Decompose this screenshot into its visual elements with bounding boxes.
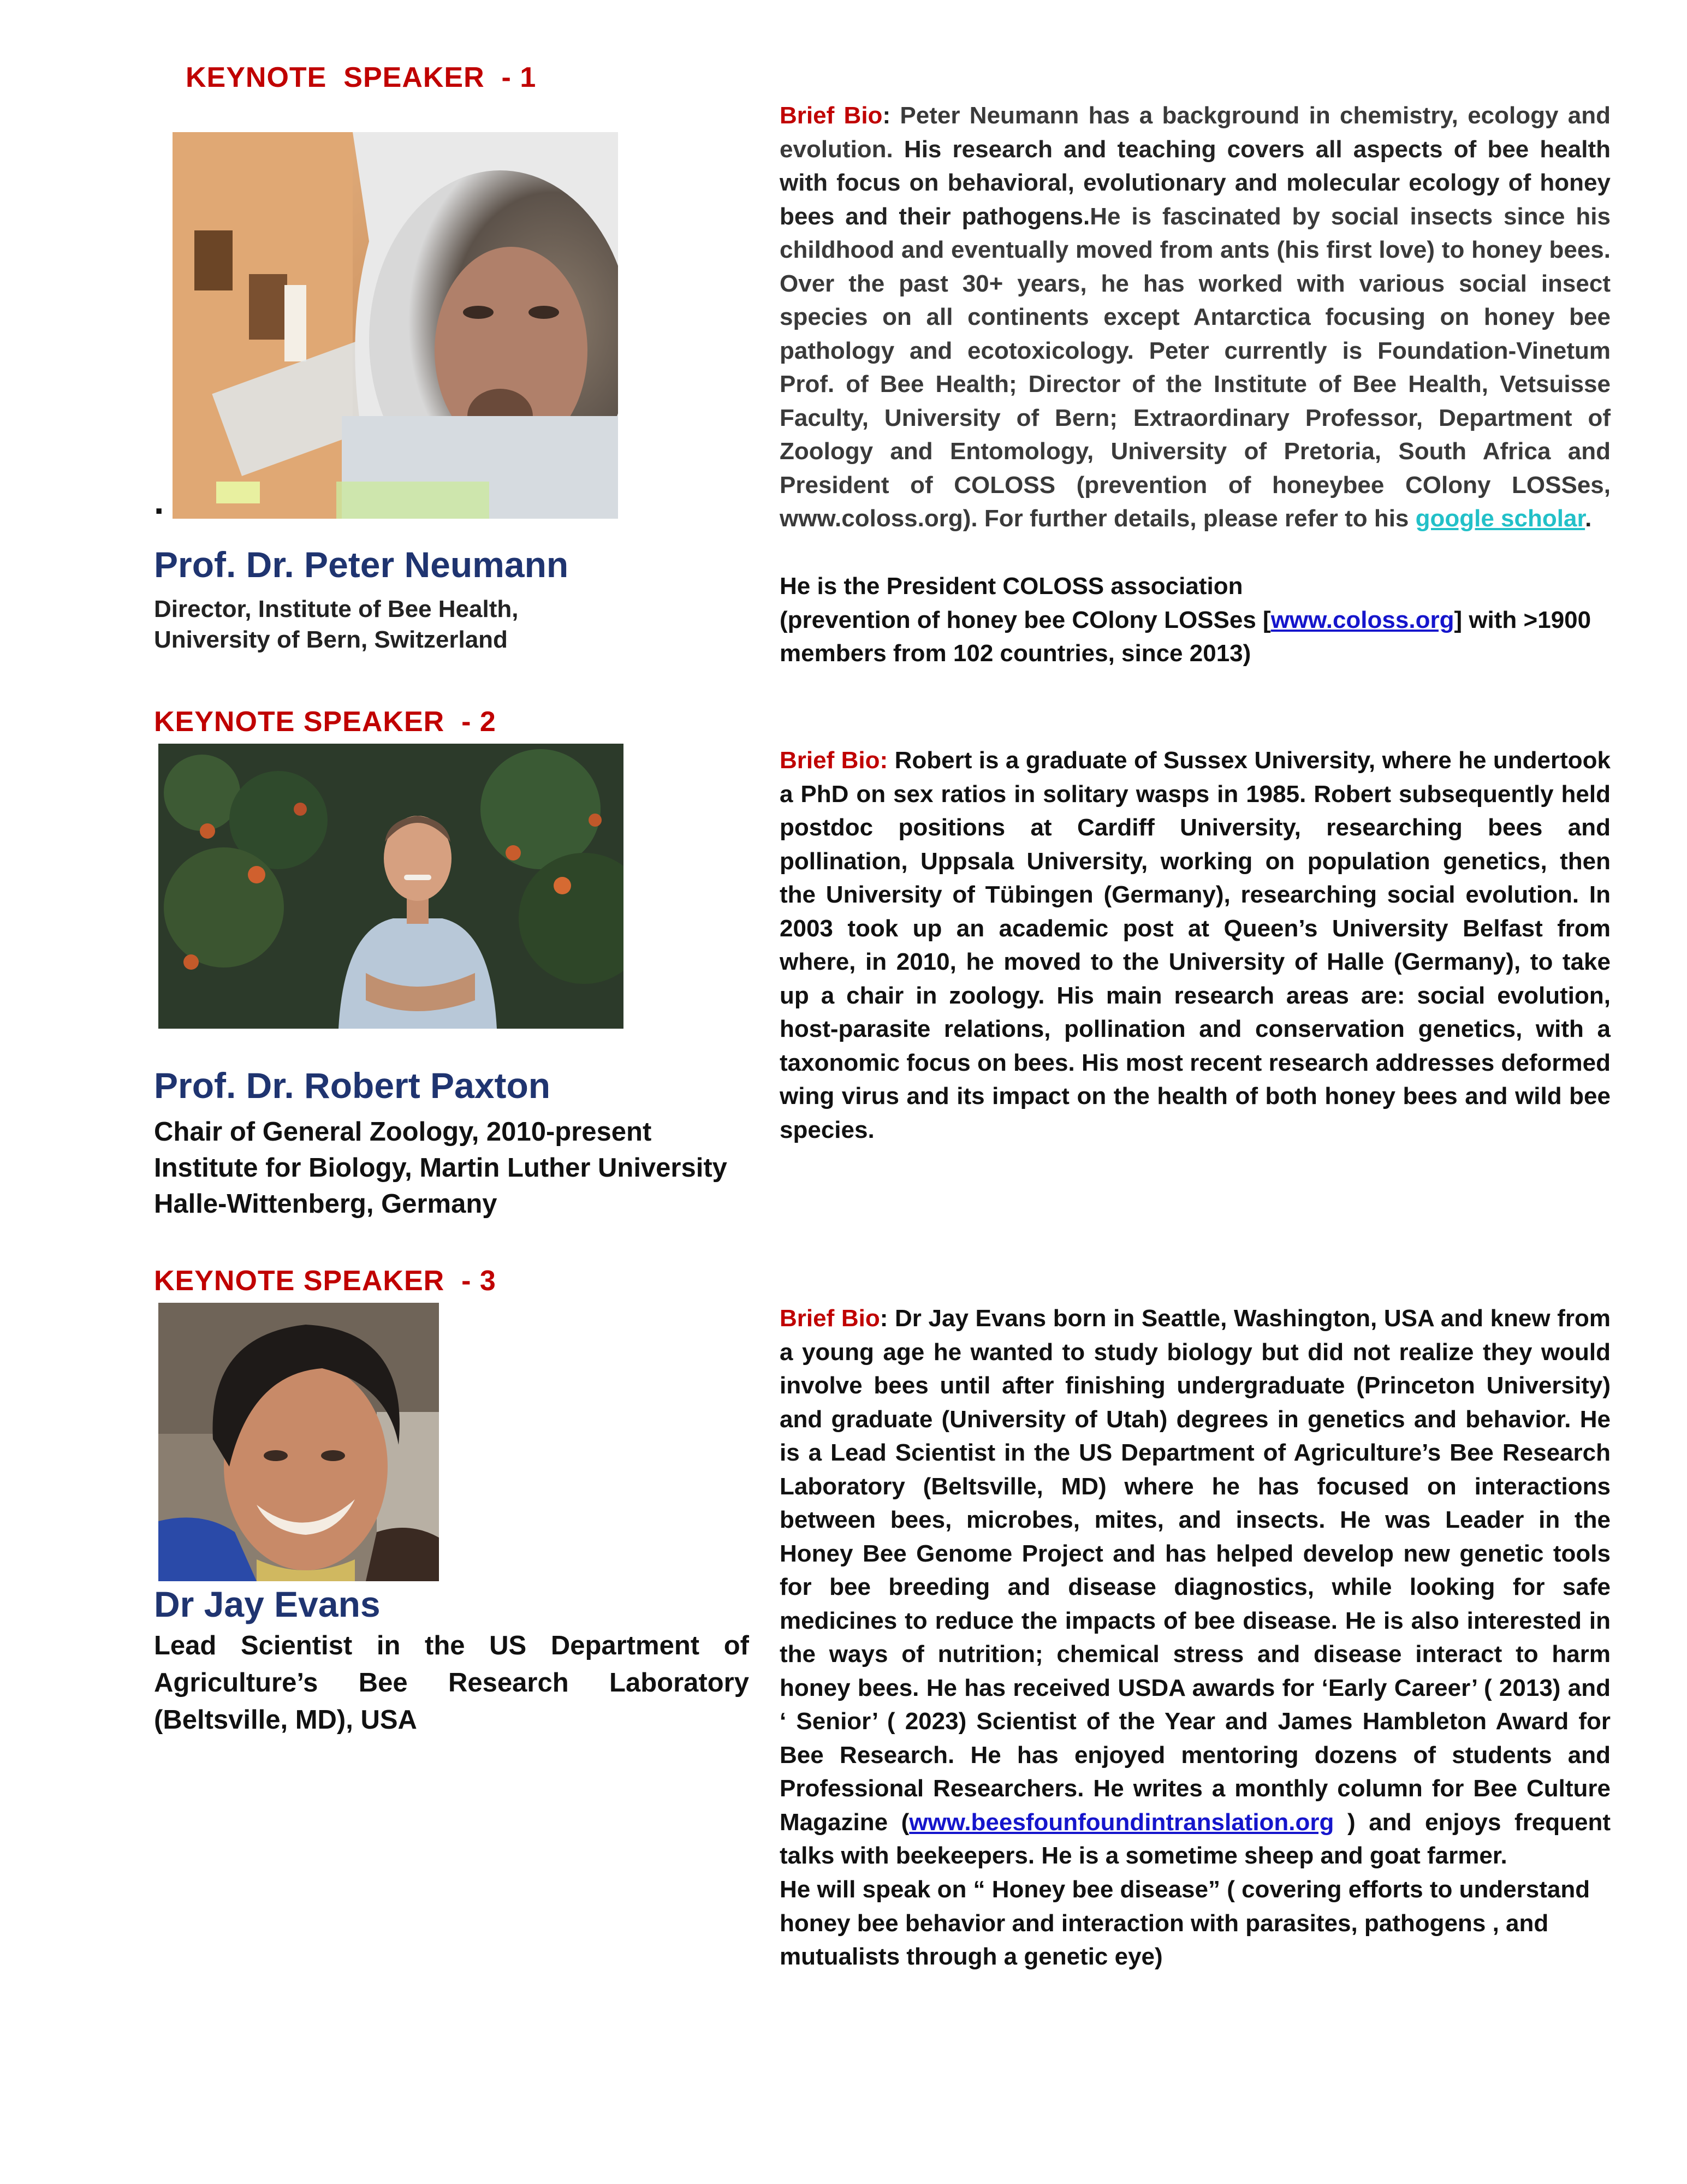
bio-separator: : <box>882 102 891 129</box>
bio-label: Brief Bio <box>780 1305 880 1332</box>
portrait-smiling-icon <box>158 1303 439 1581</box>
affiliation-line: Institute for Biology, Martin Luther University <box>154 1153 727 1183</box>
speaker-2-name: Prof. Dr. Robert Paxton <box>154 1065 551 1106</box>
talk-line: He will speak on “ Honey bee disease” ( covering efforts to understand <box>780 1876 1590 1903</box>
coloss-link[interactable]: www.coloss.org <box>1270 606 1454 633</box>
speaker-1-affiliation <box>154 594 700 655</box>
stray-mark: . <box>154 481 164 521</box>
speaker-3-name: Dr Jay Evans <box>154 1584 381 1624</box>
coloss-line: members from 102 countries, since 2013) <box>780 640 1251 667</box>
coloss-line: He is the President COLOSS association <box>780 573 1243 600</box>
affiliation-line: Halle-Wittenberg, Germany <box>154 1189 497 1219</box>
coloss-line: (prevention of honey bee COlony LOSSes [www.coloss.org] with >1900 <box>780 606 1591 633</box>
bio-text: Peter Neumann has a background in chemistry, ecology and evolution. <box>780 102 1611 163</box>
talk-line: mutualists through a genetic eye) <box>780 1943 1163 1970</box>
speaker-2-affiliation <box>154 1114 755 1222</box>
bio-text: ) and enjoys frequent talks with beekeepers. He is a sometime sheep and goat farmer. <box>780 1808 1611 1869</box>
keynote-heading-2: KEYNOTE SPEAKER - 2 <box>154 706 496 738</box>
portrait-outdoor-icon <box>158 744 623 1029</box>
speaker-3-affiliation: Lead Scientist in the US Department of Agriculture’s Bee Research Laboratory (Beltsville, MD), USA <box>154 1631 749 1735</box>
google-scholar-link[interactable]: google scholar <box>1415 505 1585 532</box>
speaker-3-photo <box>158 1303 439 1581</box>
speaker-1-name: Prof. Dr. Peter Neumann <box>154 544 569 585</box>
bio-separator: : <box>880 1305 888 1332</box>
talk-line: honey bee behavior and interaction with parasites, pathogens , and <box>780 1909 1549 1937</box>
beekeeper-portrait-icon <box>173 132 618 519</box>
bio-text: Robert is a graduate of Sussex University, where he undertook a PhD on sex ratios in solitary wasps in 1985. Robert subsequently held postdoc positions at Cardiff University, researching bees and pollination, Uppsala University, working on population genetics, then the University of Tübingen (Germany), researching social evolution. In 2003 took up an academic post at Queen’s University Belfast from where, in 2010, he moved to the University of Halle (Germany), to take up a chair in zoology. His main research areas are: social evolution, host-parasite relations, pollination and conservation genetics, with a taxonomic focus on bees. His most recent research addresses deformed wing virus and its impact on the health of both honey bees and wild bee species. <box>780 747 1611 1143</box>
bio-text: He is fascinated by social insects since his childhood and eventually moved from ants (his first love) to honey bees. Over the past 30+ years, he has worked with various social insect species on all continents except Antarctica focusing on honey bee pathology and ecotoxicology. Peter currently is Foundation-Vinetum Prof. of Bee Health; Director of the Institute of Bee Health, Vetsuisse Faculty, University of Bern; Extraordinary Professor, Department of Zoology and Entomology, University of Pretoria, South Africa and President of COLOSS (prevention of honeybee COlony LOSSes, www.coloss.org). For further details, please refer to his <box>780 203 1611 532</box>
speaker-1-bio <box>780 99 1611 536</box>
speaker-2-bio <box>780 744 1611 1147</box>
bio-label: Brief Bio <box>780 102 883 129</box>
speaker-3-talk <box>780 1873 1620 1974</box>
keynote-heading-1: KEYNOTE SPEAKER - 1 <box>186 62 537 93</box>
keynote-heading-3: KEYNOTE SPEAKER - 3 <box>154 1265 496 1297</box>
speaker-1-photo <box>173 132 618 519</box>
bio-label: Brief Bio: <box>780 747 888 774</box>
speaker-2-photo <box>158 744 623 1029</box>
bio-text: . <box>1585 505 1592 532</box>
speaker-3-bio <box>780 1302 1611 1873</box>
bio-text: Dr Jay Evans born in Seattle, Washington, USA and knew from a young age he wanted to study biology but did not realize they would involve bees until after finishing undergraduate (Princeton University) and graduate (University of Utah) degrees in genetics and behavior. He is a Lead Scientist in the US Department of Agriculture’s Bee Research Laboratory (Beltsville, MD) where he has focused on interactions between bees, microbes, mites, and insects. He was Leader in the Honey Bee Genome Project and has helped develop new genetic tools for bee breeding and disease diagnostics, while looking for safe medicines to reduce the impacts of bee disease. He is also interested in the ways of nutrition; chemical stress and disease interact to harm honey bees. He has received USDA awards for ‘Early Career’ ( 2013) and ‘ Senior’ ( 2023) Scientist of the Year and James Hambleton Award for Bee Research. He has enjoyed mentoring dozens of students and Professional Researchers. He writes a monthly column for Bee Culture Magazine ( <box>780 1305 1611 1836</box>
affiliation-line: Director, Institute of Bee Health, <box>154 596 519 622</box>
bees-translation-link[interactable]: www.beesfounfoundintranslation.org <box>909 1808 1334 1836</box>
affiliation-line: University of Bern, Switzerland <box>154 626 508 653</box>
affiliation-line: Chair of General Zoology, 2010-present <box>154 1117 652 1147</box>
bio-text: His research and teaching covers all aspects of bee health with focus on behavioral, evolutionary and molecular ecology of honey bees and their pathogens. <box>780 135 1611 230</box>
speaker-1-coloss-note <box>780 569 1620 670</box>
